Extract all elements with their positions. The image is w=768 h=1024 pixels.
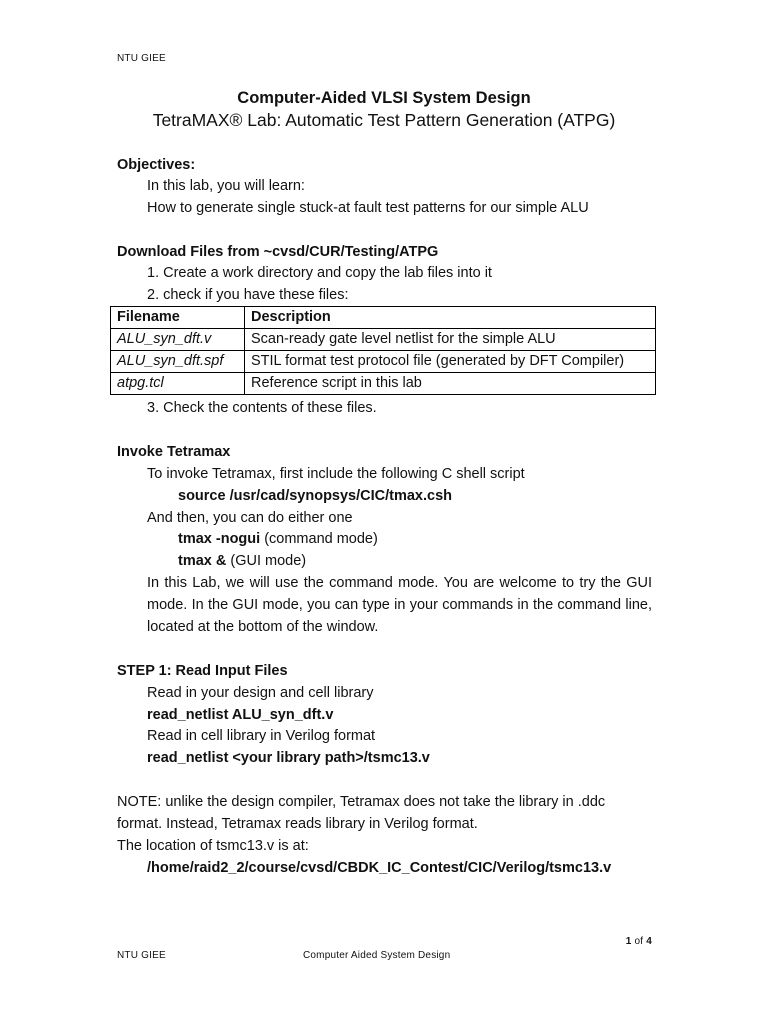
download-heading: Download Files from ~cvsd/CUR/Testing/ATPG: [117, 244, 439, 260]
table-header-cell: Description: [245, 307, 656, 329]
note-text: format. Instead, Tetramax reads library in Verilog format.: [117, 816, 478, 832]
table-row: [111, 351, 656, 373]
objectives-line: How to generate single stuck-at fault test patterns for our simple ALU: [147, 200, 589, 216]
step1-command: read_netlist ALU_syn_dft.v: [147, 707, 334, 723]
command-line: [178, 530, 378, 548]
command-note: (command mode): [260, 531, 378, 547]
page-of: of: [631, 936, 647, 947]
command-line: [178, 552, 306, 570]
description-cell: STIL format test protocol file (generated by DFT Compiler): [245, 351, 656, 373]
table-row: [111, 329, 656, 351]
document-subtitle: TetraMAX® Lab: Automatic Test Pattern Generation (ATPG): [152, 110, 616, 130]
invoke-intro: To invoke Tetramax, first include the following C shell script: [147, 466, 525, 482]
download-step: 1. Create a work directory and copy the lab files into it: [147, 265, 492, 281]
command-keyword: source: [178, 488, 226, 504]
note-text: NOTE: unlike the design compiler, Tetramax does not take the library in .ddc: [117, 794, 606, 810]
document-title: Computer-Aided VLSI System Design: [237, 89, 531, 107]
filename-cell: ALU_syn_dft.spf: [111, 351, 245, 373]
command-note: (GUI mode): [226, 553, 307, 569]
command-text: tmax &: [178, 553, 227, 569]
page-total: 4: [646, 936, 652, 947]
table-row: [111, 373, 656, 395]
page-current: 1: [625, 936, 632, 947]
step1-text: Read in cell library in Verilog format: [147, 728, 376, 744]
page-number: [598, 936, 652, 947]
description-cell: Scan-ready gate level netlist for the simple ALU: [245, 329, 656, 351]
description-cell: Reference script in this lab: [245, 373, 656, 395]
note-text: The location of tsmc13.v is at:: [117, 838, 309, 854]
objectives-heading: Objectives:: [117, 157, 196, 173]
files-table: [110, 306, 656, 395]
filename-cell: atpg.tcl: [111, 373, 245, 395]
filename-cell: ALU_syn_dft.v: [111, 329, 245, 351]
header-left: NTU GIEE: [117, 53, 166, 64]
table-header-row: [111, 307, 656, 329]
command-path: /usr/cad/synopsys/CIC/tmax.csh: [225, 488, 453, 504]
step1-command: read_netlist <your library path>/tsmc13.v: [147, 750, 430, 766]
download-step: 3. Check the contents of these files.: [147, 400, 377, 416]
command-text: tmax -nogui: [178, 531, 261, 547]
table-header-cell: Filename: [111, 307, 245, 329]
command-line: [178, 487, 452, 505]
footer-left: NTU GIEE: [117, 950, 166, 961]
step1-heading: STEP 1: Read Input Files: [117, 663, 288, 679]
library-path: /home/raid2_2/course/cvsd/CBDK_IC_Contest/CIC/Verilog/tsmc13.v: [147, 860, 612, 876]
footer-center: Computer Aided System Design: [303, 950, 451, 961]
objectives-line: In this lab, you will learn:: [147, 178, 305, 194]
step1-text: Read in your design and cell library: [147, 685, 374, 701]
invoke-heading: Invoke Tetramax: [117, 444, 231, 460]
invoke-paragraph: In this Lab, we will use the command mode. You are welcome to try the GUI mode. In the GUI mode, you can type in your commands in the command line, located at the bottom of the window.: [147, 575, 652, 635]
download-step: 2. check if you have these files:: [147, 287, 349, 303]
invoke-either: And then, you can do either one: [147, 510, 353, 526]
